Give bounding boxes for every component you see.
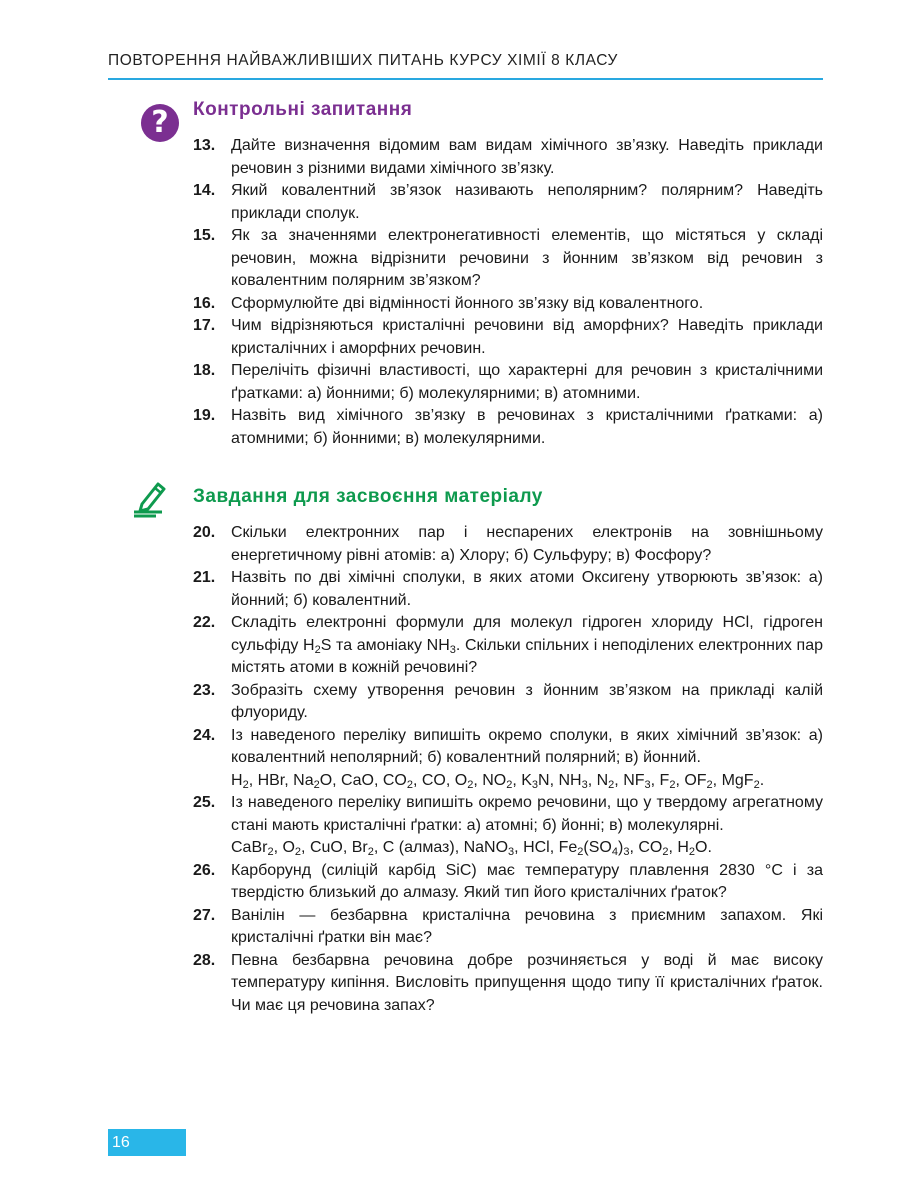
section-title-tasks: Завдання для засвоєння матеріалу: [193, 486, 543, 507]
control-questions-list: [193, 135, 823, 450]
item-number: 28.: [193, 951, 216, 969]
item-text: Сформулюйте дві відмінності йонного зв’язку від ковалентного.: [231, 294, 704, 312]
task-item: [193, 612, 823, 680]
task-item: [193, 792, 823, 860]
question-icon: ?: [141, 104, 179, 142]
item-text: Із наведеного переліку випишіть окремо сполуки, в яких хімічний зв’язок: а) ковалентний неполярний; б) ковалентний полярний; в) йонний.: [231, 726, 823, 766]
item-text: Дайте визначення відомим вам видам хімічного зв’язку. Наведіть приклади речовин з різними видами хімічного зв’язку.: [231, 137, 823, 177]
task-item: [193, 950, 823, 1018]
item-number: 21.: [193, 569, 216, 586]
question-item: [193, 360, 823, 405]
item-text: Певна безбарвна речовина добре розчиняється у воді й має високу температуру кипіння. Висловіть припущення щодо типу її кристалічних ґраток. Чи має ця речовина запах?: [231, 951, 823, 1014]
item-text: Зобразіть схему утворення речовин з йонним зв’язком на прикладі калій флуориду.: [231, 681, 823, 721]
formula-list: $H_2$, HBr, $Na_2O$, CaO, $CO_2$, CO, $O_2$, $NO_2$, $K_3N$, $NH_3$, $N_2$, $NF_3$, $F_2$, $OF_2$, MgF$_2$.: [231, 771, 765, 791]
item-number: 22.: [193, 614, 216, 631]
item-text: Який ковалентний зв’язок називають неполярним? полярним? Наведіть приклади сполук.: [231, 182, 823, 222]
item-number: 15.: [193, 227, 216, 244]
item-text: Складіть електронні формули для молекул гідроген хлориду HCl, гідроген сульфіду $H_2S$ та амоніаку $NH_3$. Скільки спільних і неподілених електронних пар містять атоми в кожній речовині?: [231, 614, 824, 676]
item-number: 17.: [193, 317, 216, 334]
question-item: [193, 315, 823, 360]
item-number: 26.: [193, 861, 216, 879]
task-item: [193, 522, 823, 567]
item-number: 20.: [193, 524, 216, 541]
item-number: 13.: [193, 137, 216, 154]
item-text: Чим відрізняються кристалічні речовини від аморфних? Наведіть приклади кристалічних і аморфних речовин.: [231, 317, 823, 357]
item-text: Із наведеного переліку випишіть окремо речовини, що у твердому агрегатному стані мають кристалічні ґратки: а) атомні; б) йонні; в) молекулярні.: [231, 794, 823, 834]
item-text: Назвіть по дві хімічні сполуки, в яких атоми Оксигену утворюють зв’язок: а) йонний; б) ковалентний.: [231, 569, 823, 609]
pencil-icon: [132, 478, 172, 518]
task-item: [193, 860, 823, 905]
item-number: 18.: [193, 362, 216, 379]
task-item: [193, 905, 823, 950]
task-item: [193, 680, 823, 725]
item-text: Назвіть вид хімічного зв’язку в речовинах з кристалічними ґратками: а) атомними; б) йонними; в) молекулярними.: [231, 407, 823, 447]
question-item: [193, 293, 823, 316]
item-text: Ванілін — безбарвна кристалічна речовина з приємним запахом. Які кристалічні ґратки він має?: [231, 906, 823, 946]
task-item: [193, 567, 823, 612]
tasks-list: [193, 522, 823, 1017]
item-number: 16.: [193, 294, 216, 312]
question-item: [193, 225, 823, 293]
section-title-control-questions: Контрольні запитання: [193, 99, 413, 120]
item-number: 24.: [193, 726, 216, 744]
formula-list: CaBr$_2$, $O_2$, CuO, $Br_2$, C (алмаз), NaNO$_3$, HCl, $Fe_2(SO_4)_3$, $CO_2$, $H_2O$.: [231, 839, 712, 858]
question-item: [193, 180, 823, 225]
item-text: Карборунд (силіцій карбід SiC) має температуру плавлення 2830 °C і за твердістю близький до алмазу. Який тип його кристалічних ґраток?: [231, 861, 823, 901]
item-number: 25.: [193, 794, 216, 811]
item-number: 19.: [193, 407, 216, 424]
item-text: Скільки електронних пар і неспарених електронів на зовнішньому енергетичному рівні атомів: а) Хлору; б) Сульфуру; в) Фосфору?: [231, 524, 823, 564]
question-item: [193, 405, 823, 450]
item-number: 27.: [193, 906, 216, 924]
item-text: Перелічіть фізичні властивості, що характерні для речовин з кристалічними ґратками: а) йонними; б) молекулярними; в) атомними.: [231, 362, 823, 402]
item-text: Як за значеннями електронегативності елементів, що містяться у складі речовин, можна відрізнити речовини з йонним зв’язком від речовин з ковалентним полярним зв’язком?: [231, 227, 823, 289]
question-item: [193, 135, 823, 180]
header-rule: [108, 78, 823, 80]
task-item: [193, 725, 823, 793]
page-number: 16: [108, 1129, 186, 1156]
running-header: ПОВТОРЕННЯ НАЙВАЖЛИВІШИХ ПИТАНЬ КУРСУ ХІМІЇ 8 КЛАСУ: [108, 52, 619, 69]
item-number: 14.: [193, 182, 216, 199]
item-number: 23.: [193, 681, 216, 699]
